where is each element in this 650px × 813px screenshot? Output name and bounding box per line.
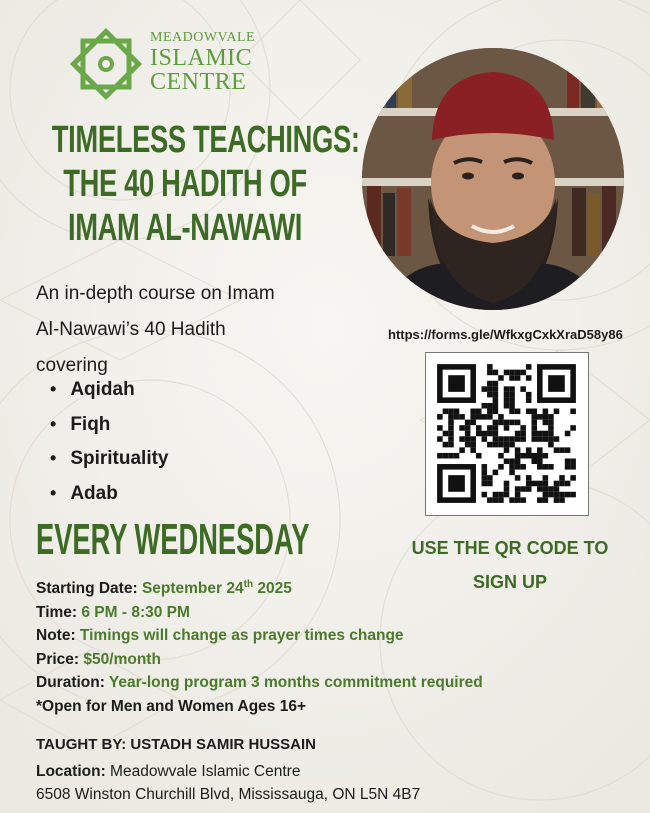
description-line-3: covering [36, 355, 108, 376]
title-line-2: THE 40 HADITH OF [63, 163, 307, 205]
duration-value: Year-long program 3 months commitment required [108, 674, 483, 692]
schedule-heading: EVERY WEDNESDAY [36, 515, 310, 564]
signup-url[interactable]: https://forms.gle/WfkxgCxkXraD58y86 [388, 327, 623, 342]
price-row [36, 648, 483, 672]
note-value: Timings will change as prayer times change [79, 627, 404, 645]
start-date-label: Starting Date: [36, 580, 138, 598]
instructor-line: TAUGHT BY: USTADH SAMIR HUSSAIN [36, 736, 316, 753]
start-date-value: September 24th 2025 [141, 579, 292, 598]
logo-wordmark [150, 31, 255, 94]
title-line-1: TIMELESS TEACHINGS: [51, 119, 360, 161]
logo-line-2: ISLAMIC [150, 45, 253, 71]
location-address: 6508 Winston Churchill Blvd, Mississauga, ON L5N 4B7 [36, 786, 421, 803]
note-row [36, 624, 483, 648]
course-title [51, 118, 360, 250]
topic-list [50, 372, 169, 510]
price-value: $50/month [83, 650, 161, 668]
topic-item: • Spirituality [50, 441, 169, 476]
ordinal-suffix: th [243, 579, 254, 590]
time-value: 6 PM - 8:30 PM [81, 603, 190, 621]
description-line-1: An in-depth course on Imam [36, 283, 275, 304]
duration-row [36, 671, 483, 695]
topic-item: • Adab [50, 476, 169, 511]
time-label: Time: [36, 603, 78, 621]
time-row [36, 601, 483, 625]
location-label: Location: [36, 763, 106, 780]
topic-item: • Aqidah [50, 372, 169, 407]
qr-code[interactable] [425, 352, 589, 516]
portrait-illustration [362, 48, 624, 310]
price-label: Price: [36, 650, 80, 668]
qr-label-line-2: SIGN UP [472, 572, 547, 592]
logo-line-1: MEADOWVALE [150, 30, 256, 45]
location-block [36, 760, 420, 806]
qr-instructions [390, 531, 630, 599]
course-description [36, 276, 336, 384]
logo-line-3: CENTRE [150, 69, 247, 95]
qr-code-image [426, 353, 587, 514]
description-line-2: Al-Nawawi’s 40 Hadith [36, 319, 226, 340]
instructor-photo [362, 48, 624, 310]
eligibility-note: *Open for Men and Women Ages 16+ [36, 697, 307, 715]
location-name: Meadowvale Islamic Centre [105, 763, 301, 780]
duration-label: Duration: [36, 674, 105, 692]
topic-item: • Fiqh [50, 407, 169, 442]
eight-point-star-icon [66, 24, 146, 104]
title-line-3: IMAM AL-NAWAWI [67, 207, 303, 249]
note-label: Note: [36, 627, 76, 645]
qr-label-line-1: USE THE QR CODE TO [411, 538, 609, 558]
